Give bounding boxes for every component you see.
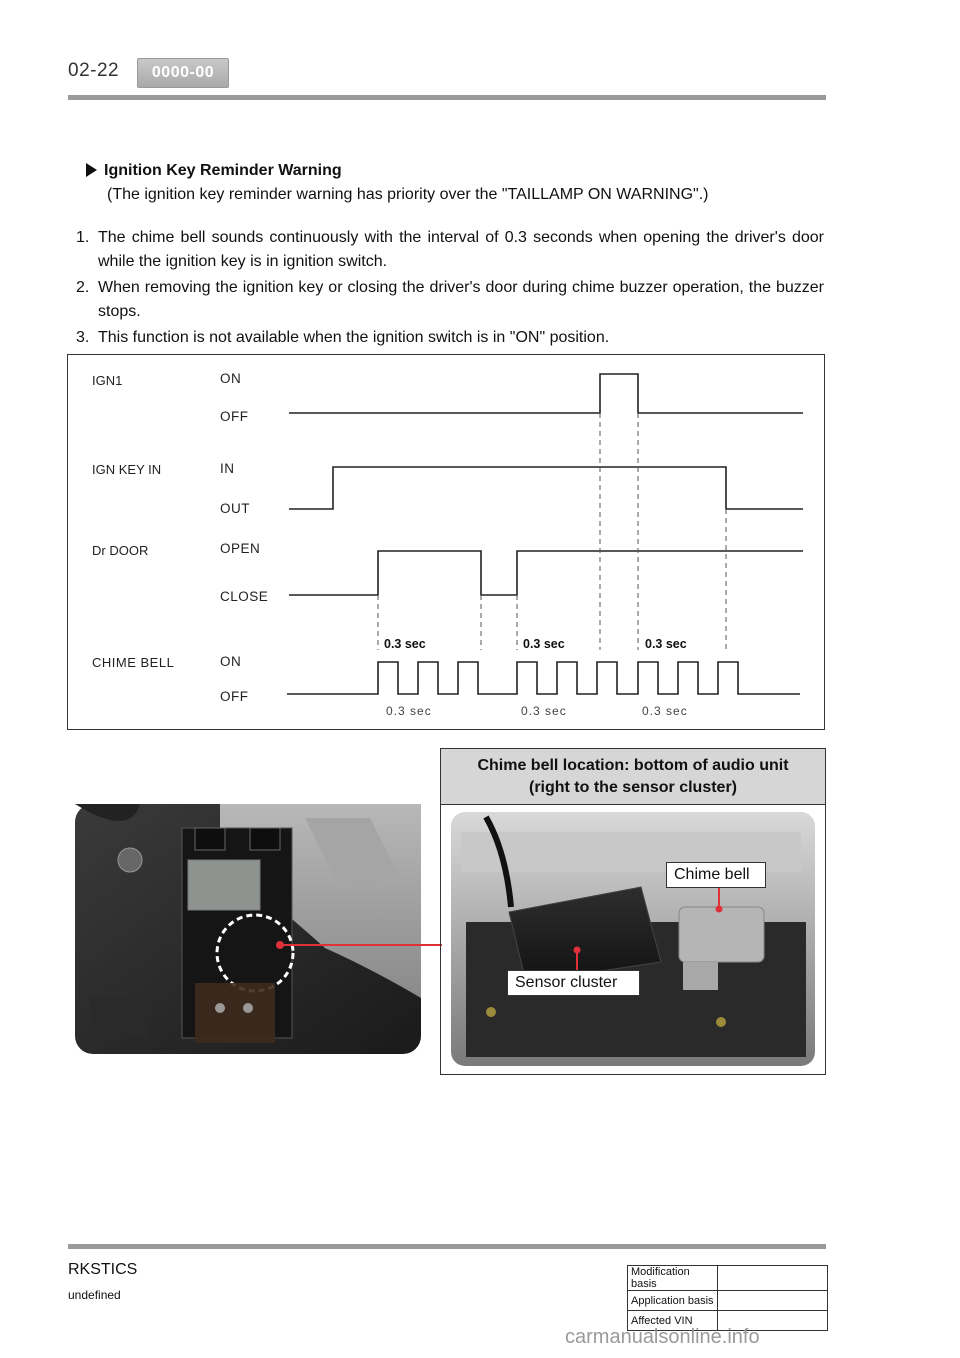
interval-label: 0.3 sec — [645, 637, 687, 651]
state-label-on: ON — [220, 371, 242, 386]
section-code-badge: 0000-00 — [137, 58, 229, 88]
signal-name-ign-key-in: IGN KEY IN — [92, 462, 162, 477]
state-label-close: CLOSE — [220, 589, 269, 604]
footer-brand: RKSTICS — [68, 1261, 138, 1278]
title-line-1: Chime bell location: bottom of audio unit — [477, 757, 789, 774]
page-number: 02-22 — [68, 60, 120, 81]
step-text: When removing the ignition key or closing the driver's door during chime buzzer operation, the buzzer stops. — [98, 279, 824, 320]
table-row — [628, 1291, 828, 1311]
dashboard-photo — [70, 798, 426, 1060]
step-number: 2. — [76, 279, 90, 296]
step-text: This function is not available when the ignition switch is in "ON" position. — [98, 329, 610, 346]
waveform-chime-bell — [287, 662, 800, 694]
leader-line — [270, 930, 445, 960]
watermark-text: carmanualsonline.info — [565, 1326, 760, 1348]
waveform-ign1 — [289, 374, 803, 413]
table-cell-label: Affected VIN — [628, 1311, 718, 1331]
step-text: The chime bell sounds continuously with the interval of 0.3 seconds when opening the driver's door while the ignition key is in ignition switch. — [98, 229, 824, 270]
section-heading-text: Ignition Key Reminder Warning — [104, 162, 342, 179]
state-label-on: ON — [220, 654, 242, 669]
table-cell-label: Application basis — [628, 1291, 718, 1311]
chime-location-title — [441, 749, 825, 805]
interval-label: 0.3 sec — [386, 704, 432, 718]
interval-label: 0.3 sec — [521, 704, 567, 718]
signal-name-dr-door: Dr DOOR — [92, 543, 149, 558]
chime-bell-callout: Chime bell — [666, 862, 766, 888]
section-note: (The ignition key reminder warning has priority over the "TAILLAMP ON WARNING".) — [107, 186, 709, 203]
signal-name-chime-bell: CHIME BELL — [92, 655, 175, 670]
interval-label: 0.3 sec — [642, 704, 688, 718]
sensor-cluster-callout: Sensor cluster — [507, 970, 640, 996]
interval-label: 0.3 sec — [523, 637, 565, 651]
audio-unit-photo — [451, 812, 815, 1066]
footer-rule — [68, 1244, 826, 1249]
state-label-open: OPEN — [220, 541, 261, 556]
table-cell-value — [718, 1266, 828, 1291]
state-label-out: OUT — [220, 501, 250, 516]
step-number: 1. — [76, 229, 90, 246]
step-number: 3. — [76, 329, 90, 346]
revision-table — [627, 1265, 828, 1331]
signal-name-ign1: IGN1 — [92, 373, 123, 388]
table-row — [628, 1266, 828, 1291]
table-cell-value — [718, 1291, 828, 1311]
table-cell-label: Modification basis — [628, 1266, 718, 1291]
state-label-off: OFF — [220, 409, 249, 424]
footer-subtext: undefined — [68, 1288, 121, 1302]
interval-label: 0.3 sec — [384, 637, 426, 651]
state-label-in: IN — [220, 461, 235, 476]
waveform-ign-key-in — [289, 467, 803, 509]
title-line-2: (right to the sensor cluster) — [528, 779, 738, 796]
state-label-off: OFF — [220, 689, 249, 704]
